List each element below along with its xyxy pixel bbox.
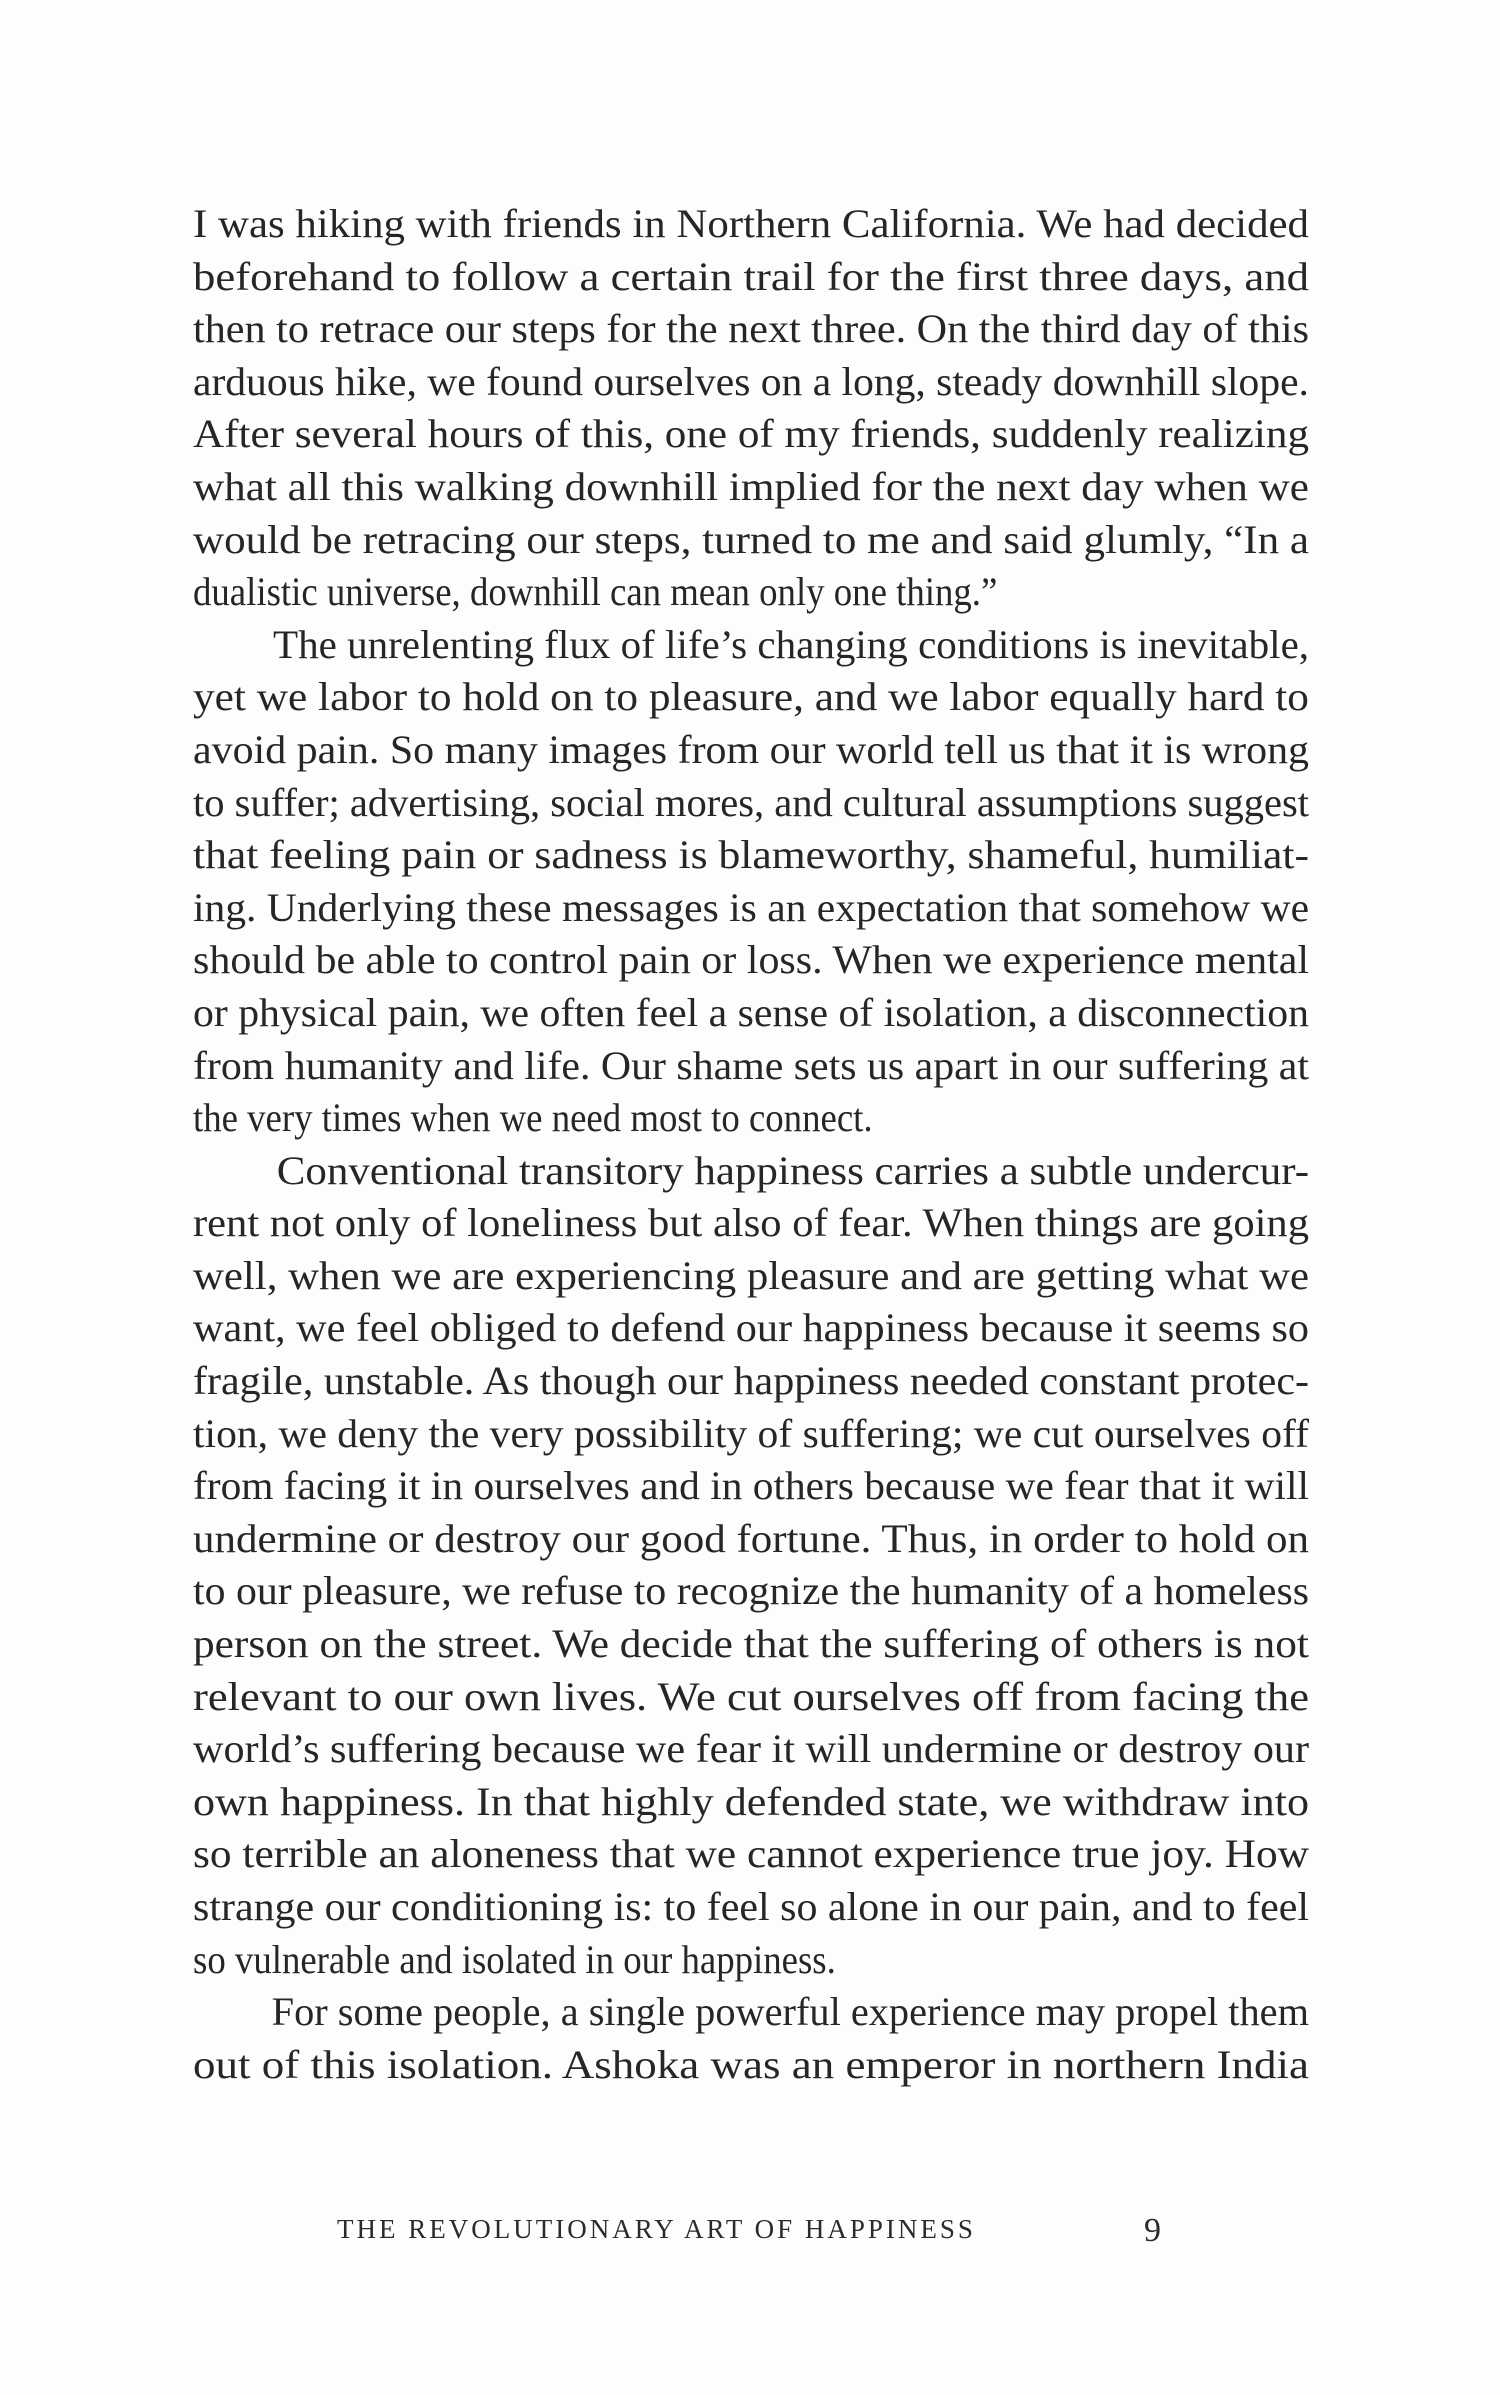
paragraph xyxy=(193,619,1309,1145)
text-line: what all this walking downhill implied for the next day when we xyxy=(193,463,1309,509)
paragraph xyxy=(193,1145,1309,1987)
text-line: undermine or destroy our good fortune. Thus, in order to hold on xyxy=(193,1515,1310,1561)
body-text xyxy=(193,198,1309,2091)
text-line: Conventional transitory happiness carries a subtle undercur- xyxy=(276,1147,1310,1193)
text-line: arduous hike, we found ourselves on a long, steady downhill slope. xyxy=(193,358,1309,404)
text-line: well, when we are experiencing pleasure and are getting what we xyxy=(193,1252,1309,1298)
text-line: relevant to our own lives. We cut ourselves off from facing the xyxy=(193,1673,1309,1719)
text-line: out of this isolation. Ashoka was an emperor in northern India xyxy=(193,2041,1310,2087)
text-line: to suffer; advertising, social mores, and cultural assumptions suggest xyxy=(193,779,1310,825)
text-line: I was hiking with friends in Northern California. We had decided xyxy=(193,201,1309,246)
running-head: THE REVOLUTIONARY ART OF HAPPINESS xyxy=(337,2214,976,2244)
text-line: or physical pain, we often feel a sense of isolation, a disconnection xyxy=(193,989,1309,1035)
text-line: fragile, unstable. As though our happiness needed constant protec- xyxy=(193,1358,1309,1404)
text-line: After several hours of this, one of my friends, suddenly realizing xyxy=(193,411,1310,457)
text-line: the very times when we need most to connect. xyxy=(193,1095,873,1141)
text-line: that feeling pain or sadness is blameworthy, shameful, humiliat- xyxy=(193,832,1309,878)
text-line: own happiness. In that highly defended state, we withdraw into xyxy=(193,1778,1310,1824)
text-line: from humanity and life. Our shame sets us apart in our suffering at xyxy=(193,1042,1309,1088)
text-line: from facing it in ourselves and in others because we fear that it will xyxy=(193,1463,1309,1509)
text-line: The unrelenting flux of life’s changing conditions is inevitable, xyxy=(273,621,1310,667)
text-line: beforehand to follow a certain trail for the first three days, and xyxy=(193,253,1309,299)
text-line: avoid pain. So many images from our world tell us that it is wrong xyxy=(193,726,1310,772)
text-line: ing. Underlying these messages is an expectation that somehow we xyxy=(193,884,1310,930)
text-line: strange our conditioning is: to feel so alone in our pain, and to feel xyxy=(193,1884,1310,1929)
text-line: then to retrace our steps for the next three. On the third day of this xyxy=(193,306,1310,352)
text-line: person on the street. We decide that the suffering of others is not xyxy=(193,1621,1309,1667)
text-line: rent not only of loneliness but also of fear. When things are going xyxy=(193,1200,1309,1246)
text-line: yet we labor to hold on to pleasure, and we labor equally hard to xyxy=(193,674,1309,720)
text-line: dualistic universe, downhill can mean only one thing.” xyxy=(193,569,998,615)
text-line: For some people, a single powerful experience may propel them xyxy=(271,1989,1309,2035)
text-line: would be retracing our steps, turned to me and said glumly, “In a xyxy=(193,516,1309,562)
text-line: so vulnerable and isolated in our happiness. xyxy=(193,1936,836,1982)
text-line: world’s suffering because we fear it will undermine or destroy our xyxy=(193,1726,1310,1772)
page-number: 9 xyxy=(1144,2212,1161,2249)
text-line: so terrible an aloneness that we cannot experience true joy. How xyxy=(193,1831,1310,1877)
text-line: should be able to control pain or loss. When we experience mental xyxy=(193,937,1310,983)
running-footer xyxy=(337,2207,1161,2251)
text-line: tion, we deny the very possibility of suffering; we cut ourselves off xyxy=(193,1410,1309,1456)
paragraph xyxy=(193,198,1309,619)
paragraph xyxy=(193,1986,1309,2091)
text-line: want, we feel obliged to defend our happiness because it seems so xyxy=(193,1305,1310,1351)
text-line: to our pleasure, we refuse to recognize the humanity of a homeless xyxy=(193,1568,1309,1614)
